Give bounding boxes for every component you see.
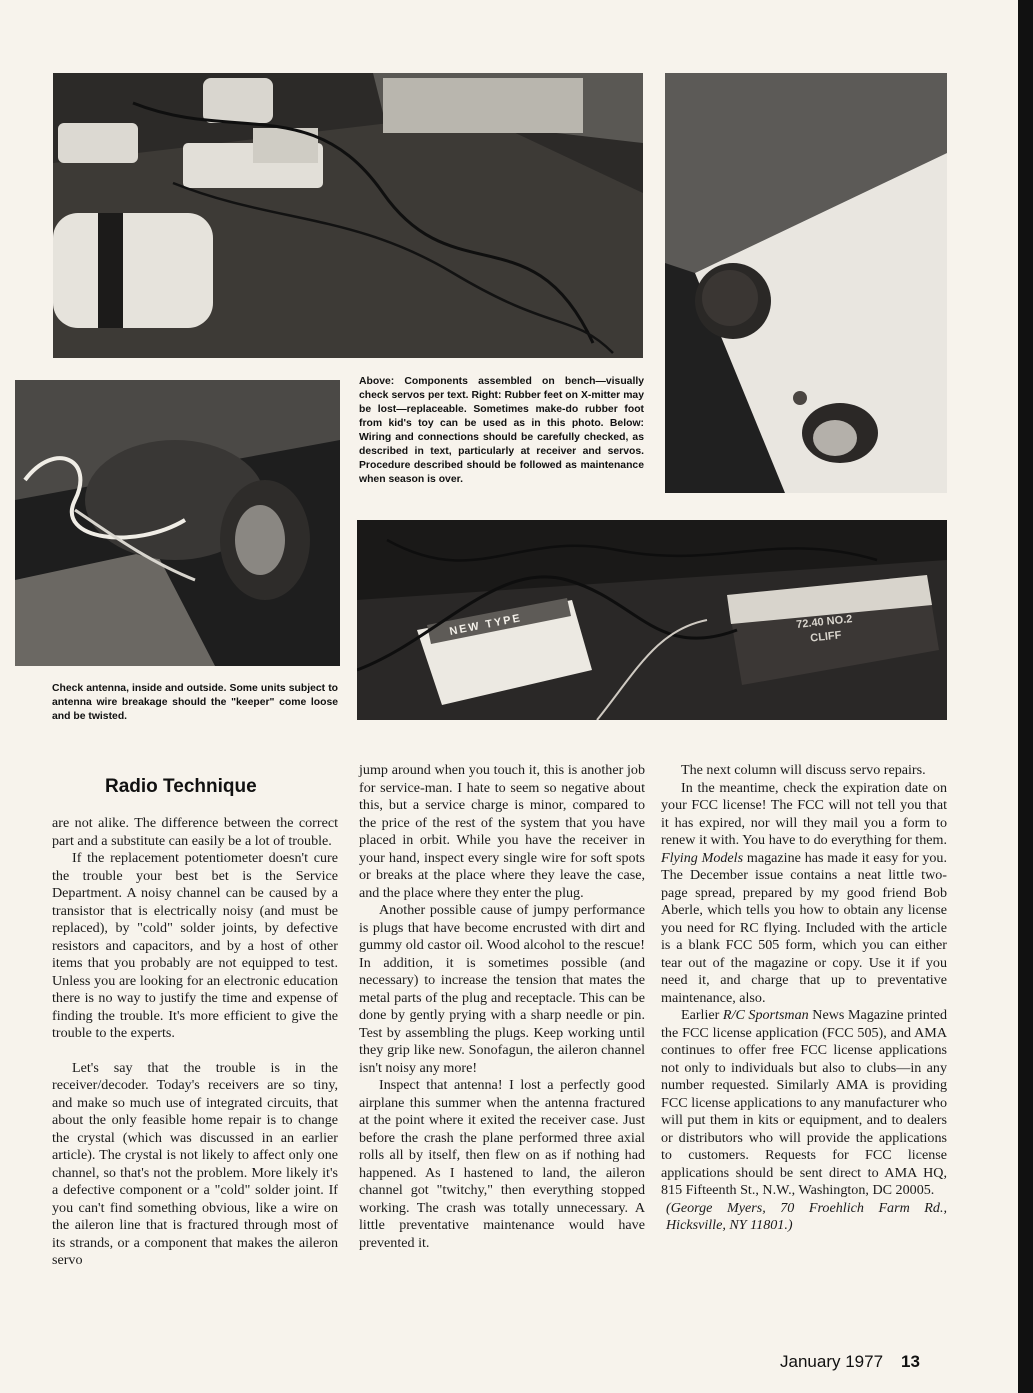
page-footer <box>780 1352 920 1372</box>
text-column-3 <box>661 762 947 1235</box>
paragraph: Let's say that the trouble is in the receiver/decoder. Today's receivers are so tiny, and make so much use of integrated circuits, that about the only feasible home repair is to change the crystal (which was discussed in an earlier article). The crystal is not likely to affect only one channel, so that's not the problem. More likely it's a defective component or a "cold" solder joint. If you can't find something obvious, like a wire on the aileron line that is fractured through most of its strands, or a component that makes the aileron servo <box>52 1059 338 1268</box>
receiver-label-line1: 72.40 NO.2 <box>795 613 853 631</box>
paragraph: If the replacement potentiometer doesn't cure the trouble your best bet is the Service Department. A noisy channel can be caused by a transistor that is electrically noisy (and must be replaced), by "cold" solder joints, by defective resistors and capacitors, and by a host of other items that you probably are not equipped to test. Unless you are looking for an electronic education there is no way to justify the time and expense of finding the trouble. It's more efficient to give the trouble to the experts. <box>52 850 338 1041</box>
paragraph: Another possible cause of jumpy performance is plugs that have become encrusted with dirt and gummy old castor oil. Wood alcohol to the rescue! In addition, it is sometimes possible (and necessary) to increase the tension that mates the metal parts of the plug and receptacle. This can be done by gently prying with a sharp needle or pin. Test by assembling the plugs. Keep working until they grip like new. Sonofagun, the aileron channel isn't noisy any more! <box>359 902 645 1076</box>
servo-label-text: NEW TYPE <box>448 612 523 638</box>
receiver-label-line2: CLIFF <box>809 629 842 645</box>
photo-antenna <box>15 380 340 666</box>
author-signature: (George Myers, 70 Froehlich Farm Rd., Hicksville, NY 11801.) <box>666 1199 947 1233</box>
magazine-title: R/C Sportsman <box>722 1007 809 1023</box>
magazine-title: Flying Models <box>661 849 744 866</box>
page-scan-edge <box>1018 0 1033 1393</box>
caption-antenna: Check antenna, inside and outside. Some units subject to antenna wire breakage should the "keeper" come loose and be twisted. <box>52 683 338 722</box>
issue-date: January 1977 <box>780 1352 884 1371</box>
paragraph: The next column will discuss servo repairs. <box>681 762 926 778</box>
receiver-label-text <box>796 612 855 648</box>
photo-transmitter-rubber-feet <box>665 73 947 493</box>
paragraph: jump around when you touch it, this is another job for service-man. I hate to seem so negative about this, but a service charge is minor, compared to the price of the rest of the system that you have placed in orbit. While you have the receiver in your hand, inspect every single wire for soft spots or breaks at the place where they leave the case, and the place where they enter the plug. <box>359 762 645 901</box>
article-heading: Radio Technique <box>105 776 257 797</box>
paragraph: Inspect that antenna! I lost a perfectly good airplane this summer when the antenna fractured at the point where it exited the receiver case. Just before the crash the plane performed three axial rolls all by itself, then flew on as if nothing had happened. As I hastened to land, the aileron channel got "twitchy," then everything stopped working. The crash was totally unnecessary. A little preventative maintenance would have prevented it. <box>359 1077 645 1251</box>
paragraph: are not alike. The difference between the correct part and a substitute can easily be a lot of trouble. <box>52 815 338 849</box>
caption-top: Above: Components assembled on bench—visually check servos per text. Right: Rubber feet on X-mitter may be lost—replaceable. Sometimes make-do rubber foot from kid's toy can be used as in this photo. Below: Wiring and connections should be carefully checked, as described in text, particularly at receiver and servos. Procedure described should be followed as maintenance when season is over. <box>359 376 644 485</box>
photo-receiver-and-servo <box>357 520 947 720</box>
text-column-2 <box>359 762 645 1252</box>
photo-components-on-bench <box>53 73 643 358</box>
paragraph: In the meantime, check the expiration date on your FCC license! The FCC will not tell you that it has expired, nor will they mail you a form to renew it with. You have to do everything for them. Flying Models magazine has made it easy for you. The December issue contains a neat little two-page spread, prepared by my good friend Bob Aberle, which tells you how to obtain any license you need for RC flying. Included with the article is a blank FCC 505 form, which you can either tear out of the magazine or copy. Use it if you need it, and charge that up to preventative maintenance, also. <box>661 779 947 1006</box>
text-column-1 <box>52 815 338 1270</box>
paragraph: Earlier R/C Sportsman News Magazine printed the FCC license application (FCC 505), and AMA continues to offer free FCC license applications not only to individuals but also to clubs—in any number requested. Similarly AMA is providing FCC license applications to any manufacturer who will put them in kits or equipment, and to dealers or distributors who will provide the applications to customers. Requests for FCC license applications should be sent direct to AMA HQ, 815 Fifteenth St., N.W., Washington, DC 20005. <box>661 1007 948 1198</box>
page-number: 13 <box>901 1352 920 1371</box>
